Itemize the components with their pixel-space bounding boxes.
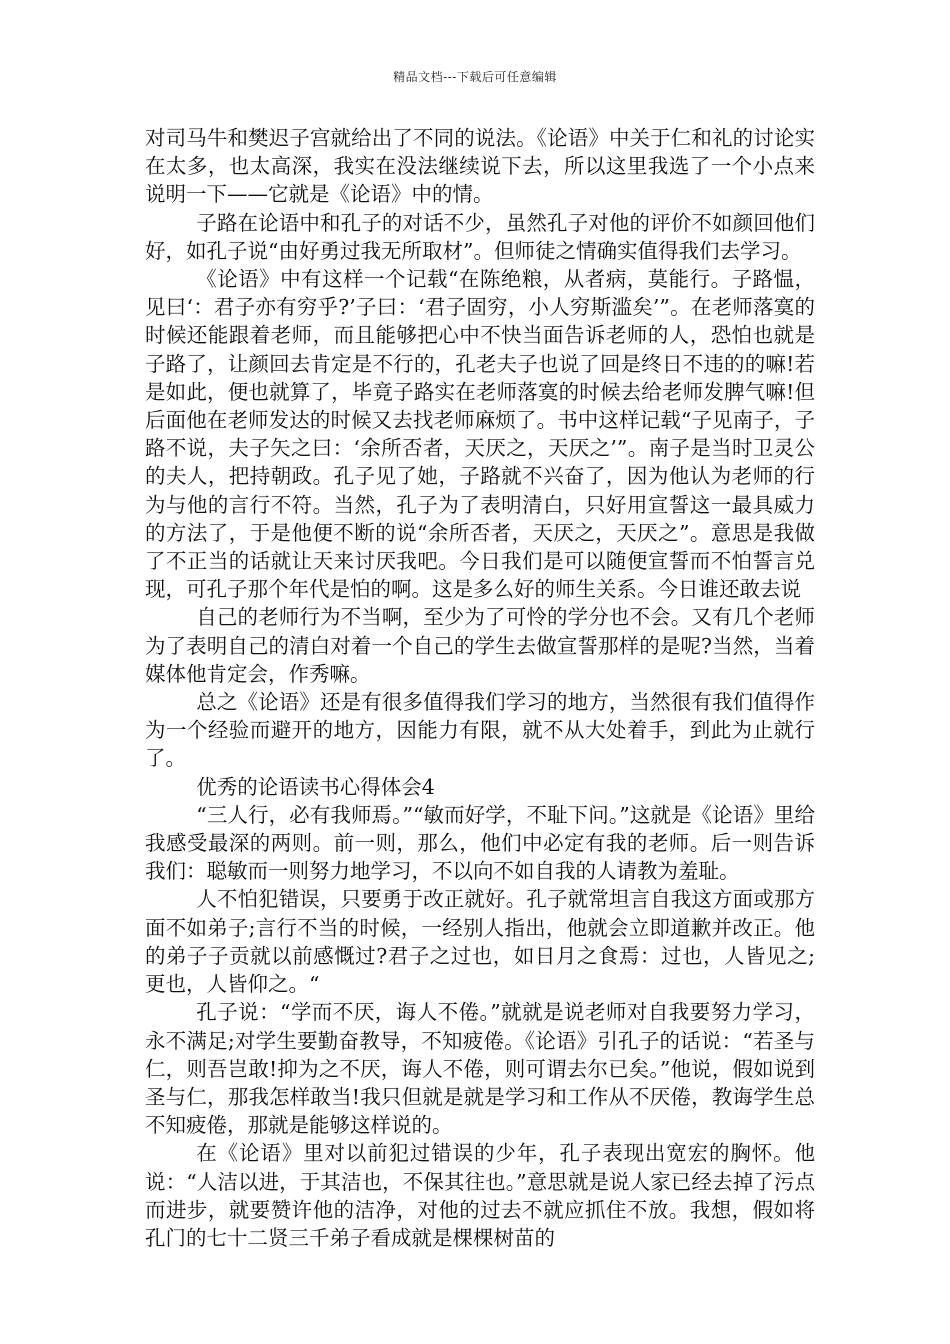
document-body xyxy=(145,124,815,1252)
paragraph: 《论语》中有这样一个记载“在陈绝粮，从者病，莫能行。子路愠，见曰‘：君子亦有穷乎?’子曰：‘君子固穷，小人穷斯滥矣’”。在老师落寞的时候还能跟着老师，而且能够把心中不快当面告诉老师的人，恐怕也就是子路了，让颜回去肯定是不行的，孔老夫子也说了回是终日不违的的嘛!若是如此，便也就算了，毕竟子路实在老师落寞的时候去给老师发脾气嘛!但后面他在老师发达的时候又去找老师麻烦了。书中这样记载“子见南子，子路不说，夫子矢之曰：‘余所否者，天厌之，天厌之’”。南子是当时卫灵公的夫人，把持朝政。孔子见了她，子路就不兴奋了，因为他认为老师的行为与他的言行不符。当然，孔子为了表明清白，只好用宣誓这一最具威力的方法了，于是他便不断的说“余所否者，天厌之，天厌之”。意思是我做了不正当的话就让天来讨厌我吧。今日我们是可以随便宣誓而不怕誓言兑现，可孔子那个年代是怕的啊。这是多么好的师生关系。今日谁还敢去说 xyxy=(145,267,815,602)
paragraph: 对司马牛和樊迟子宫就给出了不同的说法。《论语》中关于仁和礼的讨论实在太多，也太高深，我实在没法继续说下去，所以这里我选了一个小点来说明一下——它就是《论语》中的情。 xyxy=(145,126,815,207)
paragraph: 人不怕犯错误，只要勇于改正就好。孔子就常坦言自我这方面或那方面不如弟子;言行不当的时候，一经别人指出，他就会立即道歉并改正。他的弟子子贡就以前感慨过?君子之过也，如日月之食焉：过也，人皆见之;更也，人皆仰之。“ xyxy=(145,887,815,997)
paragraph: 子路在论语中和孔子的对话不少，虽然孔子对他的评价不如颜回他们好，如孔子说“由好勇过我无所取材”。但师徒之情确实值得我们去学习。 xyxy=(145,210,815,263)
paragraph: 自己的老师行为不当啊，至少为了可怜的学分也不会。又有几个老师为了表明自己的清白对着一个自己的学生去做宣誓那样的是呢?当然，当着媒体他肯定会，作秀嘛。 xyxy=(145,605,815,686)
section-heading: 优秀的论语读书心得体会4 xyxy=(196,774,435,799)
paragraph: 总之《论语》还是有很多值得我们学习的地方，当然很有我们值得作为一个经验而避开的地方，因能力有限，就不从大处着手，到此为止就行了。 xyxy=(145,690,815,771)
page-header: 精品文档---下载后可任意编辑 xyxy=(393,70,557,84)
paragraph: 孔子说：“学而不厌，诲人不倦。”就就是说老师对自我要努力学习，永不满足;对学生要勤奋教导，不知疲倦。《论语》引孔子的话说：“若圣与仁，则吾岂敢!抑为之不厌，诲人不倦，则可谓去尔已矣。”他说，假如说到圣与仁，那我怎样敢当!我只但就是就是学习和工作从不厌倦，教诲学生总不知疲倦，那就是能够这样说的。 xyxy=(145,1000,815,1138)
paragraph: “三人行，必有我师焉。”“敏而好学，不耻下问。”这就是《论语》里给我感受最深的两则。前一则，那么，他们中必定有我的老师。后一则告诉我们：聪敏而一则努力地学习，不以向不如自我的人请教为羞耻。 xyxy=(145,802,815,884)
paragraph: 在《论语》里对以前犯过错误的少年，孔子表现出宽宏的胸怀。他说：“人洁以进，于其洁也，不保其往也。”意思就是说人家已经去掉了污点而进步，就要赞许他的洁净，对他的过去不就应抓住不放。我想，假如将孔门的七十二贤三千弟子看成就是棵棵树苗的 xyxy=(145,1141,815,1250)
